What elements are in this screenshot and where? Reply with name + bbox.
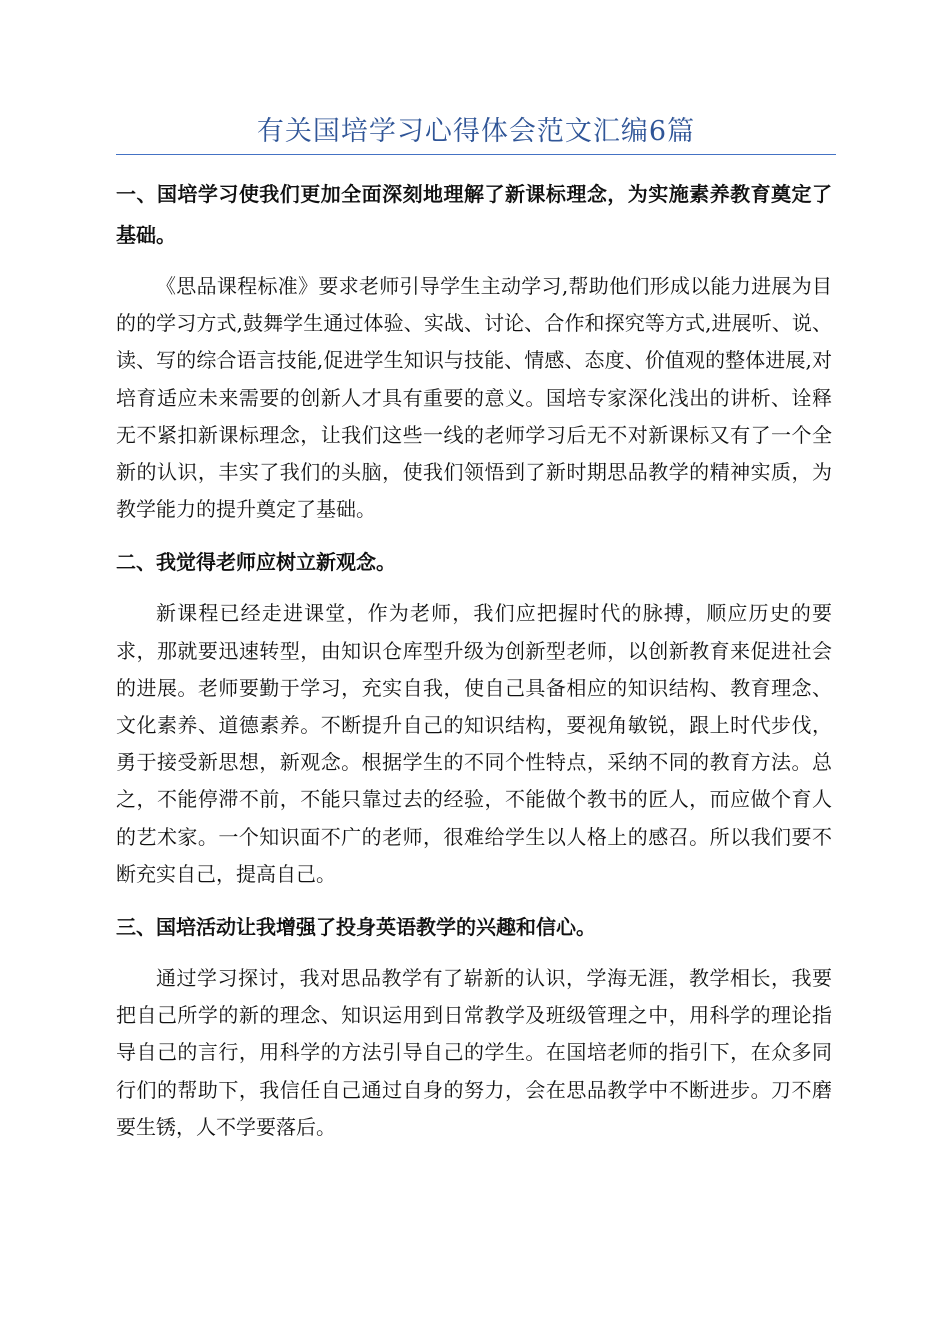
section-1 (116, 174, 832, 528)
section-heading: 三、国培活动让我增强了投身英语教学的兴趣和信心。 (116, 915, 596, 940)
section-paragraph: 《思品课程标准》要求老师引导学生主动学习,帮助他们形成以能力进展为目的的学习方式,鼓舞学生通过体验、实战、讨论、合作和探究等方式,进展听、说、读、写的综合语言技能,促进学生知识与技能、情感、态度、价值观的整体进展,对培育适应未来需要的创新人才具有重要的意义。国培专家深化浅出的讲析、诠释无不紧扣新课标理念，让我们这些一线的老师学习后无不对新课标又有了一个全新的认识，丰实了我们的头脑，使我们领悟到了新时期思品教学的精神实质，为教学能力的提升奠定了基础。 (116, 274, 832, 522)
section-2 (116, 542, 832, 893)
section-heading: 二、我觉得老师应树立新观念。 (116, 550, 396, 575)
section-heading: 一、国培学习使我们更加全面深刻地理解了新课标理念，为实施素养教育奠定了基础。 (116, 182, 832, 247)
document-title: 有关国培学习心得体会范文汇编6篇 (256, 116, 696, 147)
title-underline (116, 154, 836, 155)
document-body (116, 174, 832, 1160)
section-paragraph: 新课程已经走进课堂，作为老师，我们应把握时代的脉搏，顺应历史的要求，那就要迅速转型，由知识仓库型升级为创新型老师，以创新教育来促进社会的进展。老师要勤于学习，充实自我，使自己具备相应的知识结构、教育理念、文化素养、道德素养。不断提升自己的知识结构，要视角敏锐，跟上时代步伐，勇于接受新思想，新观念。根据学生的不同个性特点，采纳不同的教育方法。总之，不能停滞不前，不能只靠过去的经验，不能做个教书的匠人，而应做个育人的艺术家。一个知识面不广的老师，很难给学生以人格上的感召。所以我们要不断充实自己，提高自己。 (116, 601, 832, 886)
section-paragraph: 通过学习探讨，我对思品教学有了崭新的认识，学海无涯，教学相长，我要把自己所学的新的理念、知识运用到日常教学及班级管理之中，用科学的理论指导自己的言行，用科学的方法引导自己的学生。在国培老师的指引下，在众多同行们的帮助下，我信任自己通过自身的努力，会在思品教学中不断进步。刀不磨要生锈，人不学要落后。 (116, 966, 832, 1139)
section-3 (116, 907, 832, 1146)
